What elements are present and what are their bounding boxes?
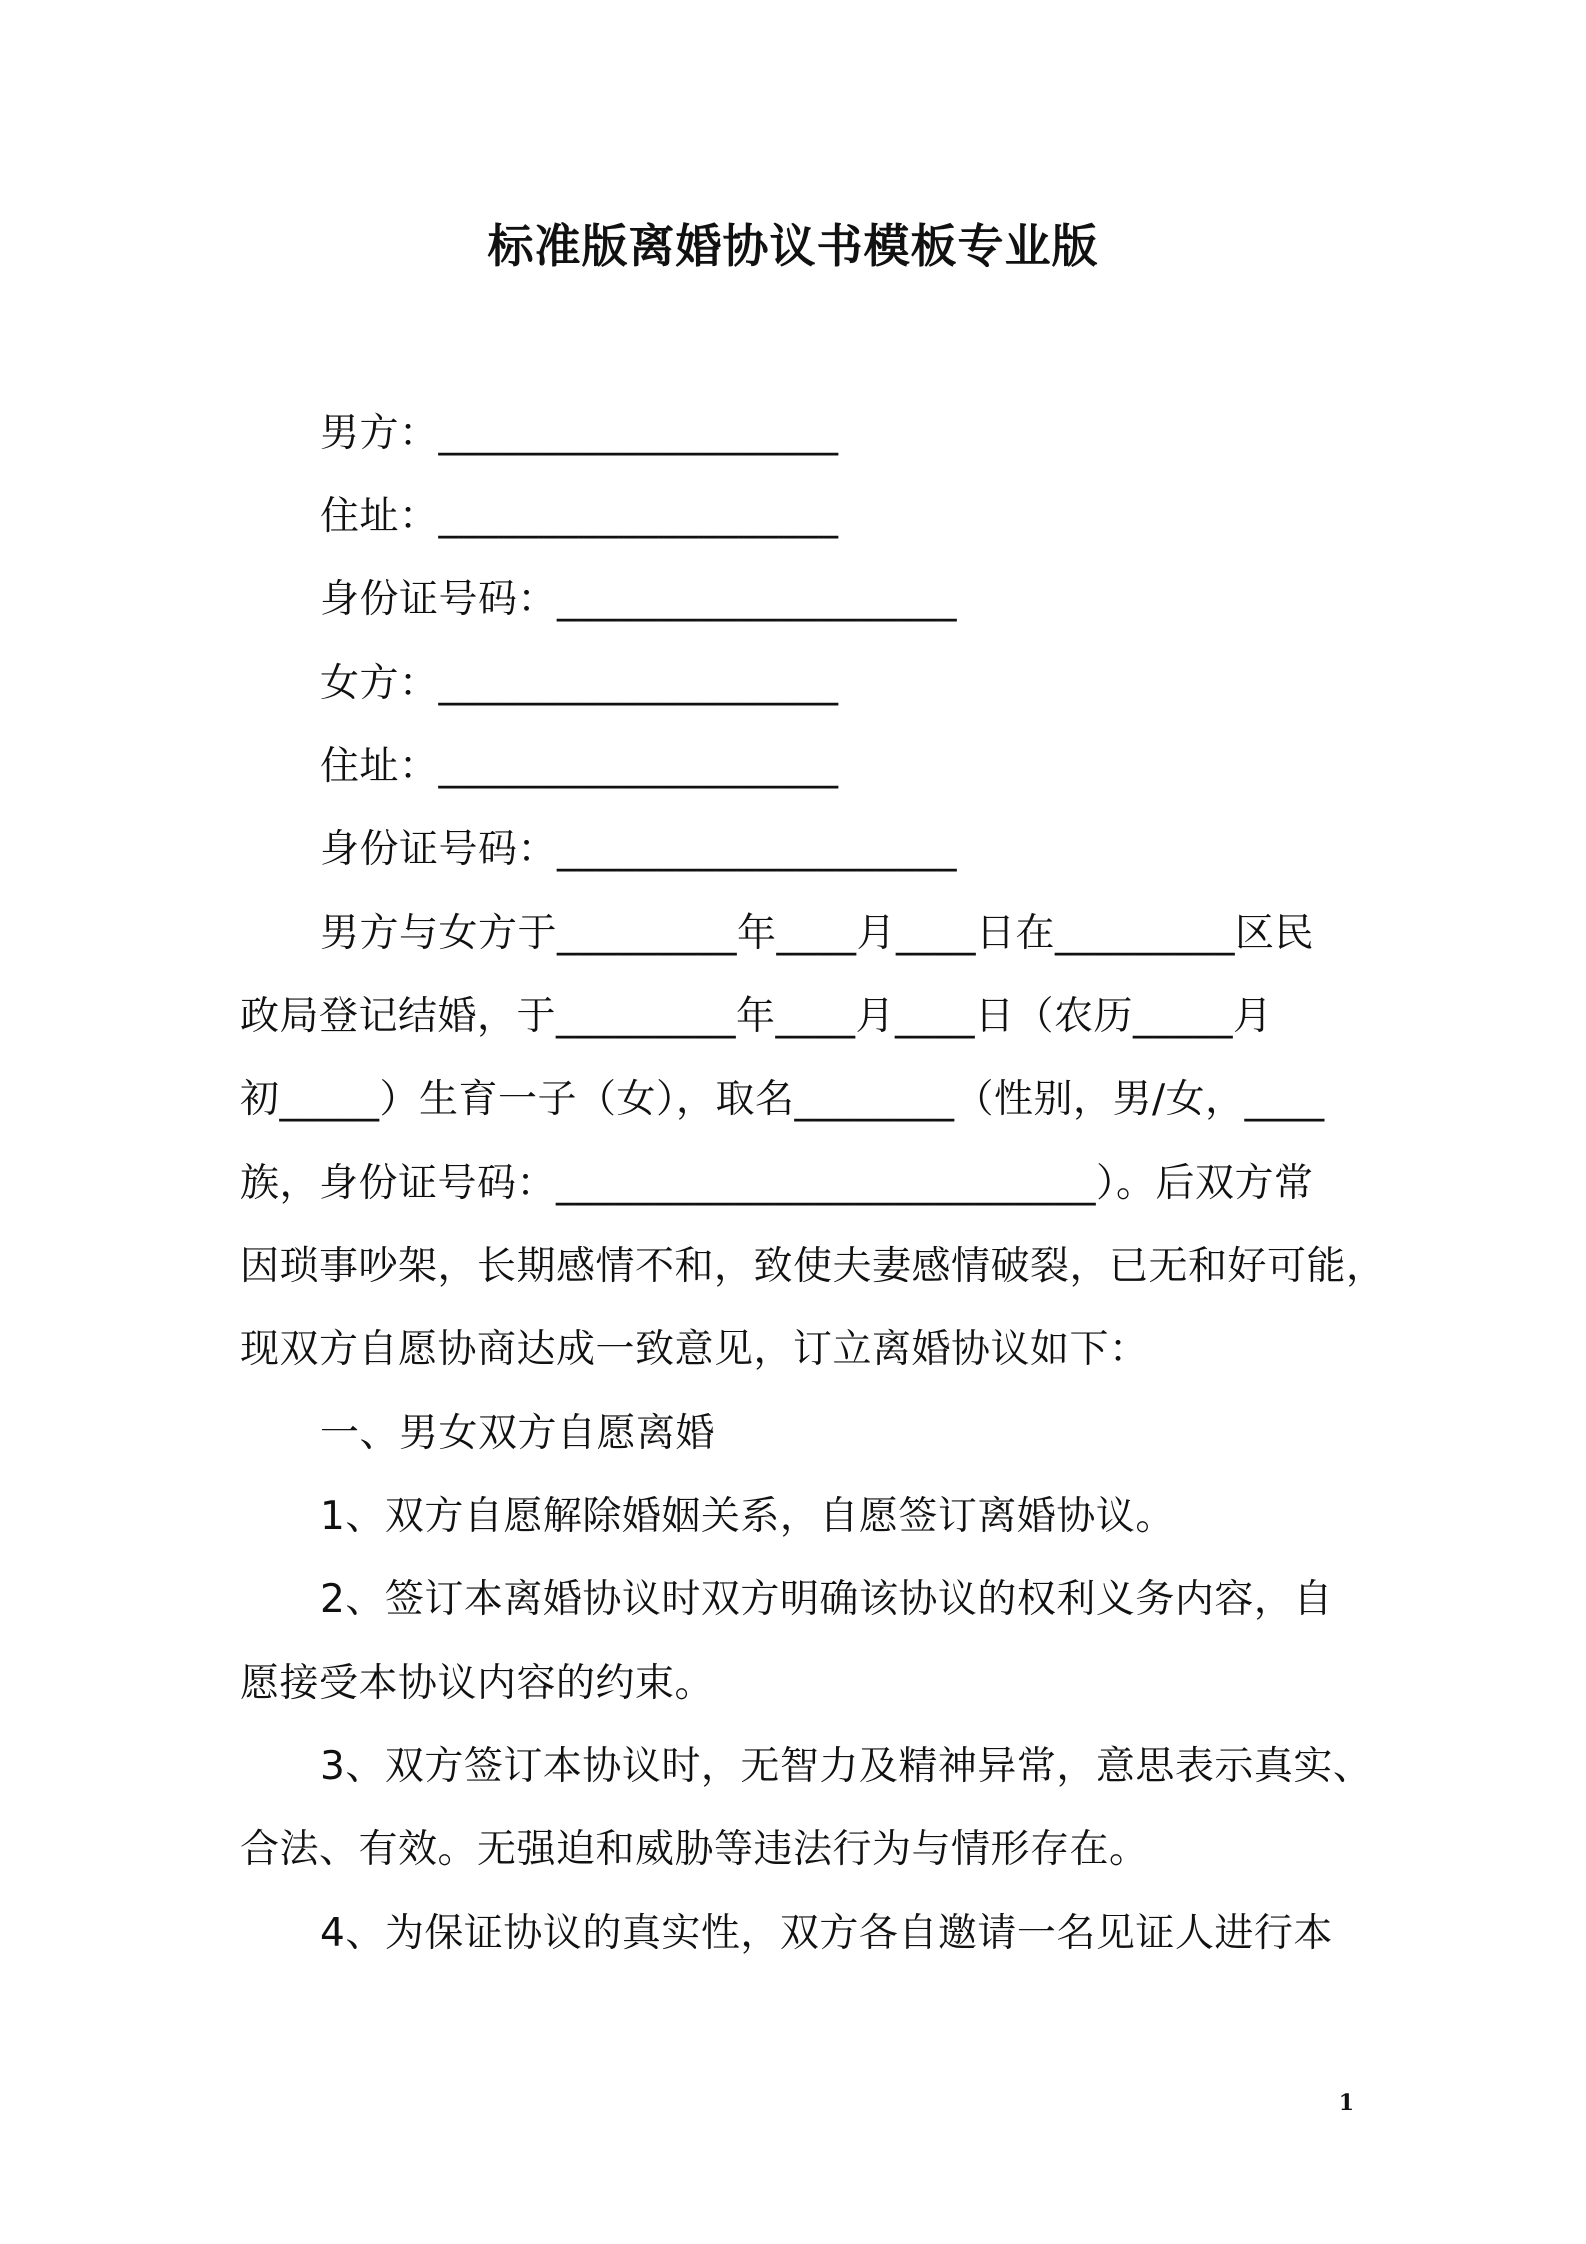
intro-line: 族，身份证号码：___________________________）。后双方常	[240, 1161, 1314, 1206]
clause-line: 3、双方签订本协议时，无智力及精神异常，意思表示真实、	[320, 1744, 1373, 1789]
document-title: 标准版离婚协议书模板专业版	[487, 219, 1099, 273]
intro-line: 初_____）生育一子（女），取名________（性别，男/女，____	[240, 1077, 1325, 1122]
field-male-name: 男方：____________________	[320, 411, 839, 456]
clause-line: 2、签订本离婚协议时双方明确该协议的权利义务内容，自	[320, 1577, 1333, 1622]
intro-line: 政局登记结婚，于_________年____月____日（农历_____月	[240, 994, 1273, 1039]
field-female-address: 住址：____________________	[320, 744, 839, 789]
section-heading: 一、男女双方自愿离婚	[320, 1411, 716, 1456]
page-number: 1	[1338, 2090, 1354, 2116]
intro-line: 现双方自愿协商达成一致意见，订立离婚协议如下：	[240, 1327, 1149, 1372]
clause-line: 愿接受本协议内容的约束。	[240, 1661, 715, 1706]
field-male-id-number: 身份证号码：____________________	[320, 577, 958, 622]
field-female-id-number: 身份证号码：____________________	[320, 827, 958, 872]
intro-line: 男方与女方于_________年____月____日在_________区民	[320, 911, 1315, 956]
clause-line: 1、双方自愿解除婚姻关系，自愿签订离婚协议。	[320, 1494, 1175, 1539]
field-male-address: 住址：____________________	[320, 494, 839, 539]
clause-line: 4、为保证协议的真实性，双方各自邀请一名见证人进行本	[320, 1911, 1333, 1956]
clause-line: 合法、有效。无强迫和威胁等违法行为与情形存在。	[240, 1827, 1149, 1872]
intro-line: 因琐事吵架，长期感情不和，致使夫妻感情破裂，已无和好可能，	[240, 1244, 1386, 1289]
field-female-name: 女方：____________________	[320, 661, 839, 706]
